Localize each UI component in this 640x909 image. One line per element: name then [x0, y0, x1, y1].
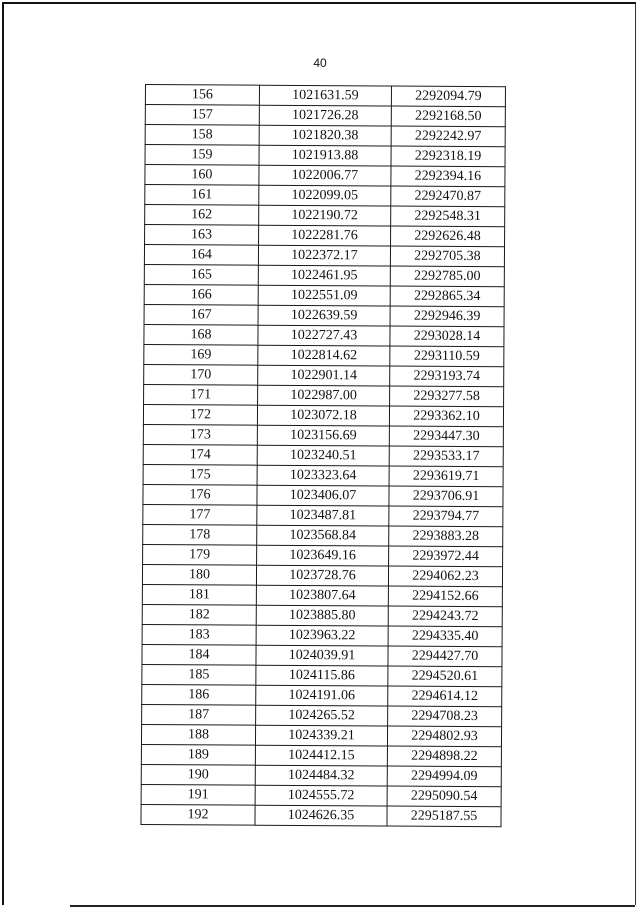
table-row: [143, 524, 503, 546]
point-number-cell: 161: [145, 185, 259, 206]
y-coordinate-cell: 2293972.44: [389, 546, 503, 567]
point-number-cell: 172: [143, 404, 257, 425]
x-coordinate-cell: 1021631.59: [259, 85, 391, 106]
point-number-cell: 192: [141, 804, 255, 825]
x-coordinate-cell: 1022551.09: [258, 285, 390, 306]
x-coordinate-cell: 1023807.64: [256, 585, 388, 606]
x-coordinate-cell: 1022006.77: [259, 165, 391, 186]
y-coordinate-cell: 2292394.16: [391, 166, 505, 187]
y-coordinate-cell: 2292785.00: [390, 266, 504, 287]
point-number-cell: 173: [143, 424, 257, 445]
point-number-cell: 190: [141, 764, 255, 785]
x-coordinate-cell: 1024191.06: [256, 685, 388, 706]
y-coordinate-cell: 2294427.70: [388, 646, 502, 667]
point-number-cell: 175: [143, 464, 257, 485]
y-coordinate-cell: 2292865.34: [390, 286, 504, 307]
table-row: [142, 564, 502, 586]
y-coordinate-cell: 2293277.58: [390, 386, 504, 407]
y-coordinate-cell: 2292548.31: [391, 206, 505, 227]
y-coordinate-cell: 2293533.17: [389, 446, 503, 467]
point-number-cell: 170: [144, 364, 258, 385]
table-row: [142, 684, 502, 706]
y-coordinate-cell: 2292626.48: [391, 226, 505, 247]
y-coordinate-cell: 2293193.74: [390, 366, 504, 387]
point-number-cell: 159: [145, 145, 259, 166]
table-row: [143, 544, 503, 566]
x-coordinate-cell: 1022901.14: [258, 365, 390, 386]
x-coordinate-cell: 1023072.18: [257, 405, 389, 426]
point-number-cell: 181: [142, 584, 256, 605]
y-coordinate-cell: 2294802.93: [387, 726, 501, 747]
coordinate-table: [140, 84, 506, 827]
table-row: [144, 304, 504, 326]
point-number-cell: 157: [145, 105, 259, 126]
y-coordinate-cell: 2292470.87: [391, 186, 505, 207]
y-coordinate-cell: 2295187.55: [387, 806, 501, 827]
point-number-cell: 183: [142, 624, 256, 645]
table-row: [145, 125, 505, 147]
table-row: [144, 324, 504, 346]
x-coordinate-cell: 1022639.59: [258, 305, 390, 326]
x-coordinate-cell: 1023156.69: [257, 425, 389, 446]
y-coordinate-cell: 2292318.19: [391, 146, 505, 167]
point-number-cell: 158: [145, 125, 259, 146]
x-coordinate-cell: 1022814.62: [258, 345, 390, 366]
x-coordinate-cell: 1022372.17: [258, 245, 390, 266]
point-number-cell: 176: [143, 484, 257, 505]
table-row: [145, 165, 505, 187]
x-coordinate-cell: 1023406.07: [257, 485, 389, 506]
table-row: [143, 404, 503, 426]
point-number-cell: 162: [145, 205, 259, 226]
table-row: [145, 225, 505, 247]
y-coordinate-cell: 2293447.30: [389, 426, 503, 447]
table-row: [144, 284, 504, 306]
point-number-cell: 188: [141, 724, 255, 745]
table-row: [143, 424, 503, 446]
x-coordinate-cell: 1022461.95: [258, 265, 390, 286]
table-row: [142, 704, 502, 726]
y-coordinate-cell: 2293883.28: [389, 526, 503, 547]
y-coordinate-cell: 2292168.50: [391, 106, 505, 127]
table-row: [143, 464, 503, 486]
point-number-cell: 187: [142, 704, 256, 725]
y-coordinate-cell: 2292946.39: [390, 306, 504, 327]
table-row: [141, 744, 501, 766]
x-coordinate-cell: 1023963.22: [256, 625, 388, 646]
x-coordinate-cell: 1023885.80: [256, 605, 388, 626]
x-coordinate-cell: 1024626.35: [255, 805, 387, 826]
y-coordinate-cell: 2293110.59: [390, 346, 504, 367]
y-coordinate-cell: 2294994.09: [387, 766, 501, 787]
point-number-cell: 168: [144, 324, 258, 345]
y-coordinate-cell: 2292094.79: [391, 86, 505, 107]
table-row: [141, 764, 501, 786]
table-row: [144, 264, 504, 286]
y-coordinate-cell: 2294614.12: [388, 686, 502, 707]
table-row: [145, 85, 505, 107]
y-coordinate-cell: 2293619.71: [389, 466, 503, 487]
table-row: [142, 584, 502, 606]
y-coordinate-cell: 2294062.23: [388, 566, 502, 587]
x-coordinate-cell: 1024265.52: [256, 705, 388, 726]
table-row: [144, 364, 504, 386]
x-coordinate-cell: 1024555.72: [255, 785, 387, 806]
x-coordinate-cell: 1022987.00: [258, 385, 390, 406]
x-coordinate-cell: 1022281.76: [259, 225, 391, 246]
point-number-cell: 174: [143, 444, 257, 465]
table-row: [144, 245, 504, 267]
x-coordinate-cell: 1023568.84: [257, 525, 389, 546]
point-number-cell: 185: [142, 664, 256, 685]
table-row: [142, 604, 502, 626]
x-coordinate-cell: 1023487.81: [257, 505, 389, 526]
y-coordinate-cell: 2293362.10: [389, 406, 503, 427]
table-row: [145, 105, 505, 127]
x-coordinate-cell: 1021820.38: [259, 125, 391, 146]
table-row: [144, 384, 504, 406]
y-coordinate-cell: 2295090.54: [387, 786, 501, 807]
x-coordinate-cell: 1023728.76: [256, 565, 388, 586]
point-number-cell: 169: [144, 344, 258, 365]
page-bottom-rule: [70, 905, 635, 907]
point-number-cell: 156: [145, 85, 259, 106]
point-number-cell: 182: [142, 604, 256, 625]
table-row: [142, 644, 502, 666]
y-coordinate-cell: 2294898.22: [387, 746, 501, 767]
x-coordinate-cell: 1023649.16: [257, 545, 389, 566]
point-number-cell: 189: [141, 744, 255, 765]
y-coordinate-cell: 2294335.40: [388, 626, 502, 647]
table-row: [143, 444, 503, 466]
y-coordinate-cell: 2293028.14: [390, 326, 504, 347]
y-coordinate-cell: 2294520.61: [388, 666, 502, 687]
x-coordinate-cell: 1022190.72: [259, 205, 391, 226]
x-coordinate-cell: 1021726.28: [259, 105, 391, 126]
table-row: [141, 804, 501, 826]
table-row: [145, 205, 505, 227]
table-row: [144, 344, 504, 366]
table-row: [141, 724, 501, 746]
table-row: [142, 624, 502, 646]
x-coordinate-cell: 1024115.86: [256, 665, 388, 686]
y-coordinate-cell: 2292242.97: [391, 126, 505, 147]
point-number-cell: 163: [145, 225, 259, 246]
x-coordinate-cell: 1022727.43: [258, 325, 390, 346]
y-coordinate-cell: 2294708.23: [388, 706, 502, 727]
point-number-cell: 179: [143, 544, 257, 565]
x-coordinate-cell: 1024412.15: [255, 745, 387, 766]
point-number-cell: 160: [145, 165, 259, 186]
point-number-cell: 177: [143, 504, 257, 525]
table-row: [142, 664, 502, 686]
table-row: [143, 504, 503, 526]
x-coordinate-cell: 1023240.51: [257, 445, 389, 466]
x-coordinate-cell: 1023323.64: [257, 465, 389, 486]
y-coordinate-cell: 2293706.91: [389, 486, 503, 507]
page-number: 40: [313, 56, 327, 70]
x-coordinate-cell: 1024039.91: [256, 645, 388, 666]
table-row: [143, 484, 503, 506]
y-coordinate-cell: 2292705.38: [390, 246, 504, 267]
y-coordinate-cell: 2294243.72: [388, 606, 502, 627]
point-number-cell: 180: [142, 564, 256, 585]
point-number-cell: 171: [144, 384, 258, 405]
point-number-cell: 165: [144, 264, 258, 285]
table-row: [145, 185, 505, 207]
x-coordinate-cell: 1024484.32: [255, 765, 387, 786]
point-number-cell: 167: [144, 304, 258, 325]
point-number-cell: 178: [143, 524, 257, 545]
point-number-cell: 191: [141, 784, 255, 805]
y-coordinate-cell: 2293794.77: [389, 506, 503, 527]
coordinate-table-body: [141, 85, 506, 827]
y-coordinate-cell: 2294152.66: [388, 586, 502, 607]
x-coordinate-cell: 1022099.05: [259, 185, 391, 206]
point-number-cell: 166: [144, 284, 258, 305]
x-coordinate-cell: 1024339.21: [255, 725, 387, 746]
point-number-cell: 164: [144, 245, 258, 266]
x-coordinate-cell: 1021913.88: [259, 145, 391, 166]
table-row: [141, 784, 501, 806]
table-row: [145, 145, 505, 167]
point-number-cell: 186: [142, 684, 256, 705]
point-number-cell: 184: [142, 644, 256, 665]
